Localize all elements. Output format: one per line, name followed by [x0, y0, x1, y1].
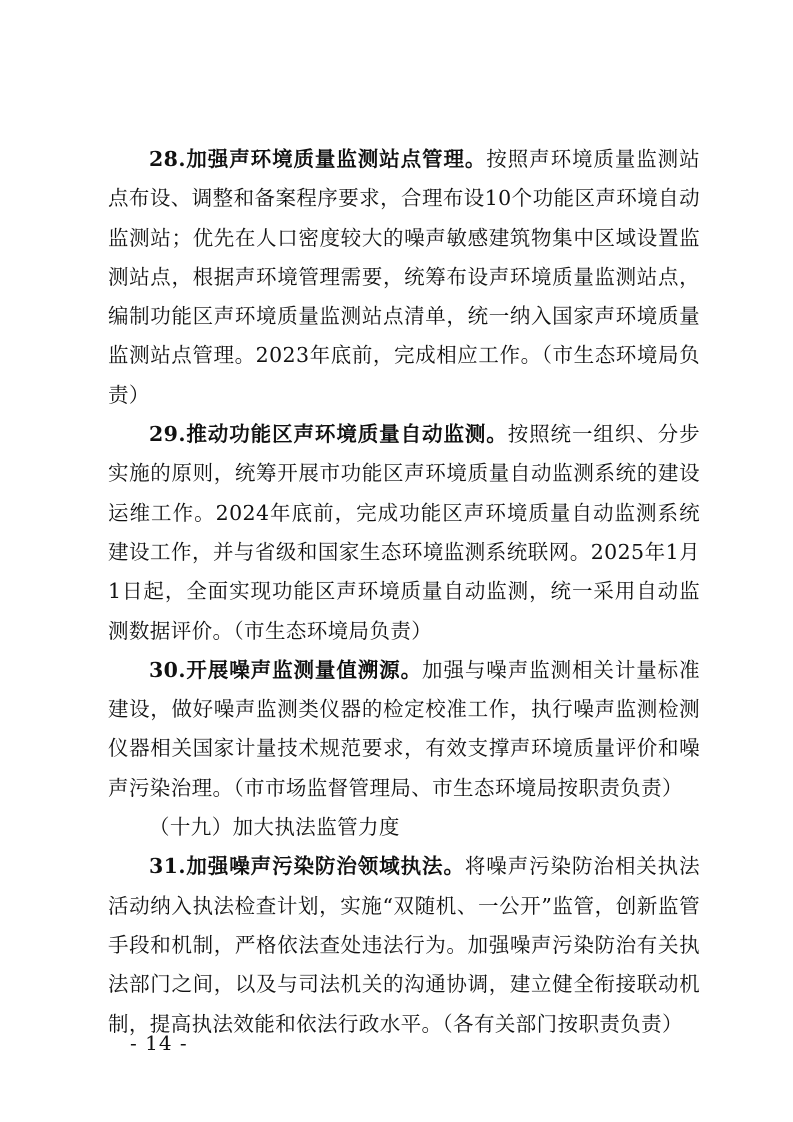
page-number: - 14 - — [130, 1031, 188, 1055]
paragraph-31-heading: 31.加强噪声污染防治领域执法。 — [149, 854, 465, 879]
document-body — [108, 140, 700, 1044]
paragraph-30-body: 加强与噪声监测相关计量标准建设，做好噪声监测类仪器的检定校准工作，执行噪声监测检测仪器相关国家计量技术规范要求，有效支撑声环境质量评价和噪声污染治理。（市市场监督管理局、市生态环境局按职责负责） — [108, 657, 700, 800]
paragraph-28-heading: 28.加强声环境质量监测站点管理。 — [149, 147, 487, 171]
paragraph-29-body: 按照统一组织、分步实施的原则，统筹开展市功能区声环境质量自动监测系统的建设运维工作。2024年底前，完成功能区声环境质量自动监测系统建设工作，并与省级和国家生态环境监测系统联网。2025年1月1日起，全面实现功能区声环境质量自动监测，统一采用自动监测数据评价。（市生态环境局负责） — [108, 422, 700, 643]
paragraph-30-heading: 30.开展噪声监测量值溯源。 — [149, 657, 423, 682]
paragraph-28 — [108, 140, 700, 415]
paragraph-31 — [108, 847, 700, 1043]
paragraph-29 — [108, 415, 700, 651]
paragraph-29-heading: 29.推动功能区声环境质量自动监测。 — [149, 422, 508, 447]
paragraph-30 — [108, 651, 700, 808]
paragraph-28-body: 按照声环境质量监测站点布设、调整和备案程序要求，合理布设10个功能区声环境自动监测站；优先在人口密度较大的噪声敏感建筑物集中区域设置监测站点，根据声环境管理需要，统筹布设声环境质量监测站点，编制功能区声环境质量监测站点清单，统一纳入国家声环境质量监测站点管理。2023年底前，完成相应工作。（市生态环境局负责） — [108, 147, 700, 407]
section-heading: （十九）加大执法监管力度 — [149, 815, 400, 840]
paragraph-31-body: 将噪声污染防治相关执法活动纳入执法检查计划，实施“双随机、一公开”监管，创新监管手段和机制，严格依法查处违法行为。加强噪声污染防治有关执法部门之间，以及与司法机关的沟通协调，建立健全衔接联动机制，提高执法效能和依法行政水平。（各有关部门按职责负责） — [108, 854, 700, 1036]
